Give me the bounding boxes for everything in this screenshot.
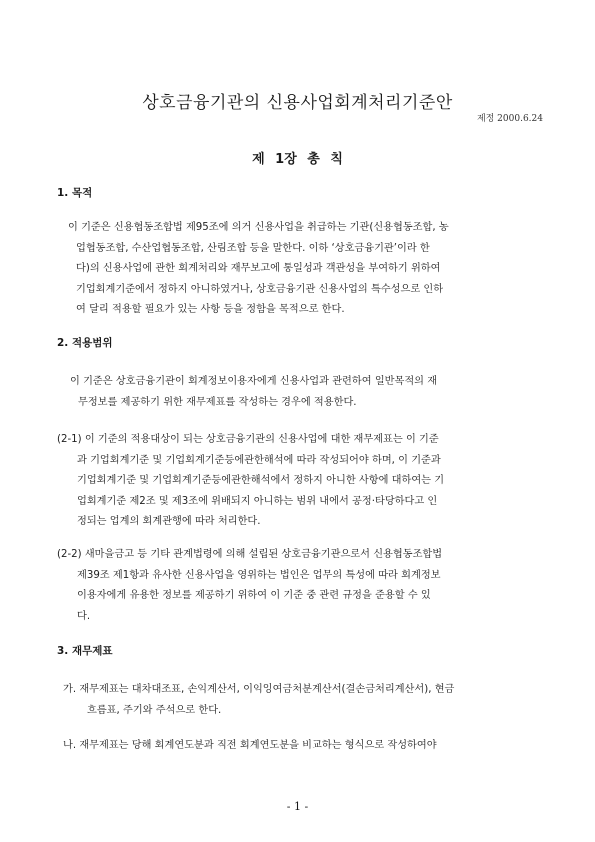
sub-item-line: 이용자에게 유용한 정보를 제공하기 위하여 이 기준 중 관련 규정을 준용할 수 있 — [77, 590, 431, 601]
scope-paragraph — [70, 372, 540, 413]
sub-item-line: 정되는 업계의 회계관행에 따라 처리한다. — [77, 516, 261, 527]
chapter-heading: 제 1장 총 칙 — [252, 152, 343, 167]
page-number: - 1 - — [286, 800, 309, 813]
section-heading-scope: 2. 적용범위 — [57, 337, 113, 349]
sub-item-line: 업회계기준 제2조 및 제3조에 위배되지 아니하는 범위 내에서 공정·타당하다고 인 — [77, 495, 438, 507]
item-line: 나. 재무제표는 당해 회계연도분과 직전 회계연도분을 비교하는 형식으로 작성하여야 — [63, 740, 437, 751]
sub-item-line: 제39조 제1항과 유사한 신용사업을 영위하는 법인은 업무의 특성에 따라 회계정보 — [77, 569, 441, 581]
paragraph-line: 무정보를 제공하기 위한 재무제표를 작성하는 경우에 적용한다. — [78, 396, 357, 408]
purpose-paragraph — [68, 218, 538, 321]
paragraph-line: 이 기준은 신용협동조합법 제95조에 의거 신용사업을 취급하는 기관(신용협동조합, 농 — [68, 222, 449, 233]
section-heading-purpose: 1. 목적 — [57, 187, 93, 199]
sub-item-line: 다. — [77, 610, 91, 622]
paragraph-line: 다)의 신용사업에 관한 회계처리와 재무보고에 통일성과 객관성을 부여하기 위하여 — [76, 263, 441, 274]
document-title: 상호금융기관의 신용사업회계처리기준안 — [142, 93, 453, 113]
paragraph-line: 업협동조합, 수산업협동조합, 산림조합 등을 말한다. 이하 ‘상호금융기관’이라 한 — [76, 242, 430, 254]
sub-item-line: 기업회계기준 및 기업회계기준등에관한해석에서 정하지 아니한 사항에 대하여는 기 — [77, 475, 445, 486]
sub-item-line: 과 기업회계기준 및 기업회계기준등에관한해석에 따라 작성되어야 하며, 이 기준과 — [77, 454, 441, 466]
paragraph-line: 이 기준은 상호금융기관이 회계정보이용자에게 신용사업과 관련하여 일반목적의 재 — [70, 376, 438, 387]
paragraph-line: 기업회계기준에서 정하지 아니하였거나, 상호금융기관 신용사업의 특수성으로 인하 — [76, 283, 444, 295]
sub-item-line: (2-2) 새마을금고 등 기타 관계법령에 의해 설립된 상호금융기관으로서 신용협동조합법 — [57, 549, 443, 560]
sub-item-2-2 — [57, 545, 542, 627]
section-heading-financial-statements: 3. 재무제표 — [57, 645, 113, 657]
sub-item-2-1 — [57, 430, 542, 533]
item-line: 가. 재무제표는 대차대조표, 손익계산서, 이익잉여금처분계산서(결손금처리계산서), 현금 — [63, 684, 455, 695]
sub-item-line: (2-1) 이 기준의 적용대상이 되는 상호금융기관의 신용사업에 대한 재무제표는 이 기준 — [57, 434, 439, 445]
item-ga — [63, 680, 543, 721]
paragraph-line: 여 달리 적용할 필요가 있는 사항 등을 정함을 목적으로 한다. — [76, 304, 345, 315]
enactment-date: 제정 2000.6.24 — [476, 114, 543, 124]
item-na — [63, 736, 543, 757]
item-line: 흐름표, 주기와 주석으로 한다. — [87, 704, 222, 716]
